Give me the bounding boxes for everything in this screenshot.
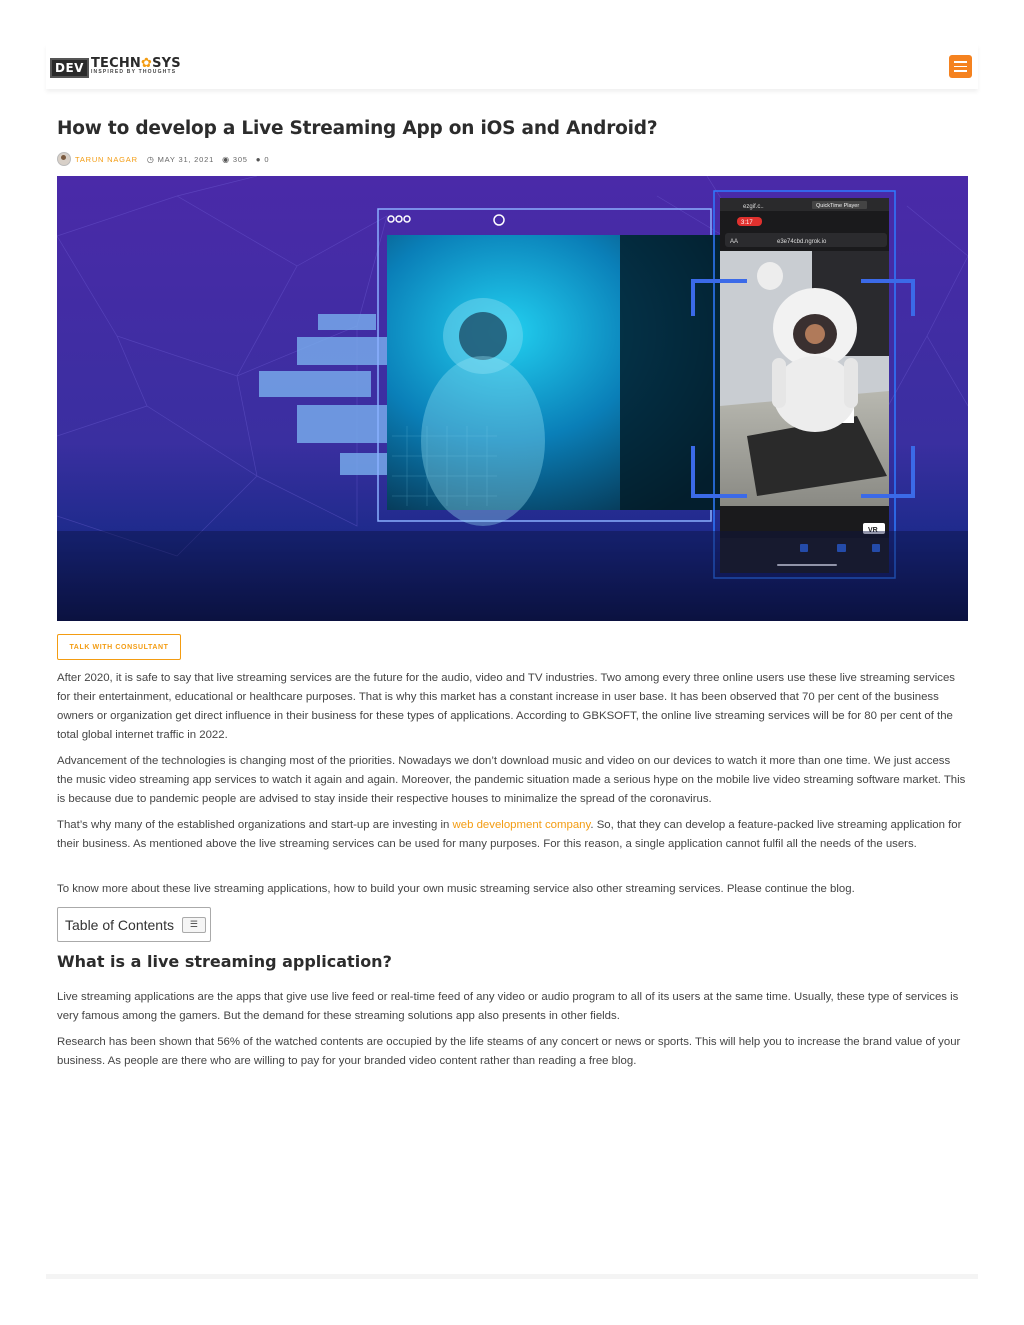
comment-count[interactable]: 0 xyxy=(264,154,270,164)
toc-label: Table of Contents xyxy=(65,916,174,933)
site-header xyxy=(46,44,978,89)
post-title: How to develop a Live Streaming App on iOS and Android? xyxy=(57,118,658,139)
logo-gear-icon: ✿ xyxy=(141,56,153,71)
paragraph-advancement: Advancement of the technologies is changing most of the priorities. Nowadays we don’t download music and video on our devices to watch it more than one time. We just access the music video streaming app services to watch it again and again. Moreover, the pandemic situation made a serious hype on the mobile live video streaming software market. This is because due to pandemic people are advised to stay inside their respective houses to minimalize the spread of the coronavirus. xyxy=(57,755,966,805)
footer-divider xyxy=(46,1274,978,1279)
logo-tagline: INSPIRED BY THOUGHTS xyxy=(90,69,177,75)
phone-url: e3e74cbd.ngrok.io xyxy=(777,239,827,245)
eye-icon: ◉ xyxy=(222,154,230,164)
list-toggle-icon[interactable]: ☰ xyxy=(182,917,206,933)
browser-tab-label: ezgif.c.. xyxy=(743,204,764,210)
paragraph-intro: After 2020, it is safe to say that live streaming services are the future for the audio, video and TV industries. Two among every three online users use these live streaming services for their entertainment, educational or healthcare purposes. That is why this market has a constant increase in user base. It has been observed that 70 per cent of the business owners or organization get direct influence in their business for these types of applications. According to GBKSOFT, the online live streaming services will be for 80 per cent of the total global internet traffic in 2022. xyxy=(57,672,955,741)
web-development-company-link[interactable]: web development company xyxy=(452,819,591,831)
logo-text-a: TECHN xyxy=(90,56,142,71)
site-logo[interactable] xyxy=(50,58,181,78)
vr-badge: VR xyxy=(868,527,878,534)
paragraph-definition: Live streaming applications are the apps that give use live feed or real-time feed of any video or audio program to all of its users at the same time. Usually, these type of services is very famous among the gamers. But the demand for these streaming solutions app also presents in other fields. xyxy=(57,991,959,1022)
table-of-contents xyxy=(57,907,211,942)
view-count: 305 xyxy=(232,154,248,164)
reader-aa: AA xyxy=(730,239,739,245)
hero-image xyxy=(57,176,968,621)
paragraph-investing: That’s why many of the established organizations and start-up are investing in web development company. So, that they can develop a feature-packed live streaming application for their business. As mentioned above the live streaming services can be used for many purposes. For this reason, a single application cannot fulfil all the needs of the users. xyxy=(57,819,962,850)
talk-with-consultant-button[interactable]: TALK WITH CONSULTANT xyxy=(57,634,181,660)
post-date: MAY 31, 2021 xyxy=(157,154,215,164)
player-label: QuickTime Player xyxy=(816,203,860,209)
hamburger-icon xyxy=(954,61,967,63)
logo-dev-badge: DEV xyxy=(50,58,89,78)
section-heading: What is a live streaming application? xyxy=(57,952,392,971)
comments-icon: ● xyxy=(255,154,262,164)
post-meta xyxy=(57,152,277,166)
author-avatar xyxy=(57,152,71,166)
logo-wordmark xyxy=(90,56,181,77)
author-link[interactable]: TARUN NAGAR xyxy=(75,154,138,164)
clock-icon: ◷ xyxy=(146,154,155,164)
logo-text-b: SYS xyxy=(152,56,181,71)
phone-time: 3:17 xyxy=(741,220,753,226)
hamburger-menu-button[interactable] xyxy=(949,55,972,78)
paragraph-continue: To know more about these live streaming applications, how to build your own music streaming service also other streaming services. Please continue the blog. xyxy=(57,883,855,895)
paragraph-research: Research has been shown that 56% of the watched contents are occupied by the life steams of any concert or news or sports. This will help you to increase the brand value of your business. As people are there who are willing to pay for your branded video content rather than reading a free blog. xyxy=(57,1036,961,1067)
